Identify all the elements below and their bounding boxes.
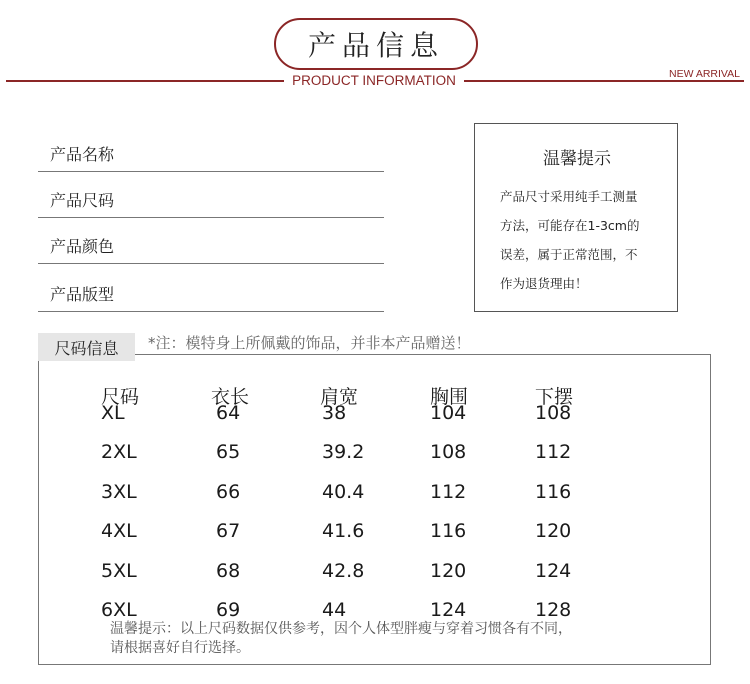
divider-right bbox=[464, 80, 744, 82]
table-cell: 124 bbox=[430, 599, 467, 621]
table-cell: 66 bbox=[216, 481, 241, 503]
tip-text bbox=[500, 182, 665, 298]
table-cell: 38 bbox=[322, 402, 347, 424]
section-subtitle: PRODUCT INFORMATION bbox=[292, 73, 456, 88]
tip-line: 方法，可能存在1-3cm的 bbox=[500, 218, 640, 233]
table-cell: 116 bbox=[535, 481, 572, 503]
size-note: *注：模特身上所佩戴的饰品，并非本产品赠送！ bbox=[148, 334, 471, 352]
tip-line: 误差，属于正常范围，不 bbox=[500, 247, 638, 262]
table-cell: XL bbox=[101, 402, 125, 424]
column-header-hem: 下摆 bbox=[535, 386, 574, 408]
table-cell: 120 bbox=[535, 520, 572, 542]
table-cell: 112 bbox=[535, 441, 572, 463]
table-cell: 6XL bbox=[101, 599, 137, 621]
info-row-fit: 产品版型 bbox=[38, 268, 384, 312]
table-cell: 44 bbox=[322, 599, 347, 621]
tip-title: 温馨提示 bbox=[543, 149, 611, 169]
table-cell: 64 bbox=[216, 402, 241, 424]
table-cell: 124 bbox=[535, 560, 572, 582]
table-cell: 108 bbox=[535, 402, 572, 424]
column-header-length: 衣长 bbox=[211, 386, 250, 408]
divider-left bbox=[6, 80, 284, 82]
section-title: 产品信息 bbox=[274, 18, 478, 70]
column-header-size: 尺码 bbox=[101, 386, 140, 408]
table-cell: 42.8 bbox=[322, 560, 365, 582]
info-row-color: 产品颜色 bbox=[38, 220, 384, 264]
tip-line: 产品尺寸采用纯手工测量 bbox=[500, 189, 638, 204]
size-info-label: 尺码信息 bbox=[38, 333, 135, 361]
table-cell: 3XL bbox=[101, 481, 137, 503]
table-cell: 104 bbox=[430, 402, 467, 424]
table-cell: 4XL bbox=[101, 520, 137, 542]
table-cell: 41.6 bbox=[322, 520, 365, 542]
table-cell: 5XL bbox=[101, 560, 137, 582]
table-cell: 67 bbox=[216, 520, 241, 542]
tip-box bbox=[474, 123, 678, 312]
column-header-chest: 胸围 bbox=[430, 386, 469, 408]
footnote-line: 请根据喜好自行选择。 bbox=[110, 640, 250, 656]
table-cell: 68 bbox=[216, 560, 241, 582]
table-cell: 69 bbox=[216, 599, 241, 621]
table-cell: 2XL bbox=[101, 441, 137, 463]
table-cell: 116 bbox=[430, 520, 467, 542]
table-cell: 108 bbox=[430, 441, 467, 463]
table-cell: 65 bbox=[216, 441, 241, 463]
table-cell: 120 bbox=[430, 560, 467, 582]
column-header-shoulder: 肩宽 bbox=[320, 386, 359, 408]
footnote-line: 温馨提示：以上尺码数据仅供参考，因个人体型胖瘦与穿着习惯各有不同， bbox=[110, 621, 572, 637]
table-cell: 39.2 bbox=[322, 441, 365, 463]
info-row-size: 产品尺码 bbox=[38, 174, 384, 218]
table-cell: 40.4 bbox=[322, 481, 365, 503]
new-arrival-tag: NEW ARRIVAL bbox=[669, 68, 740, 80]
size-footnote bbox=[110, 620, 670, 658]
tip-line: 作为退货理由！ bbox=[500, 276, 588, 291]
table-cell: 112 bbox=[430, 481, 467, 503]
info-row-name: 产品名称 bbox=[38, 128, 384, 172]
table-cell: 128 bbox=[535, 599, 572, 621]
